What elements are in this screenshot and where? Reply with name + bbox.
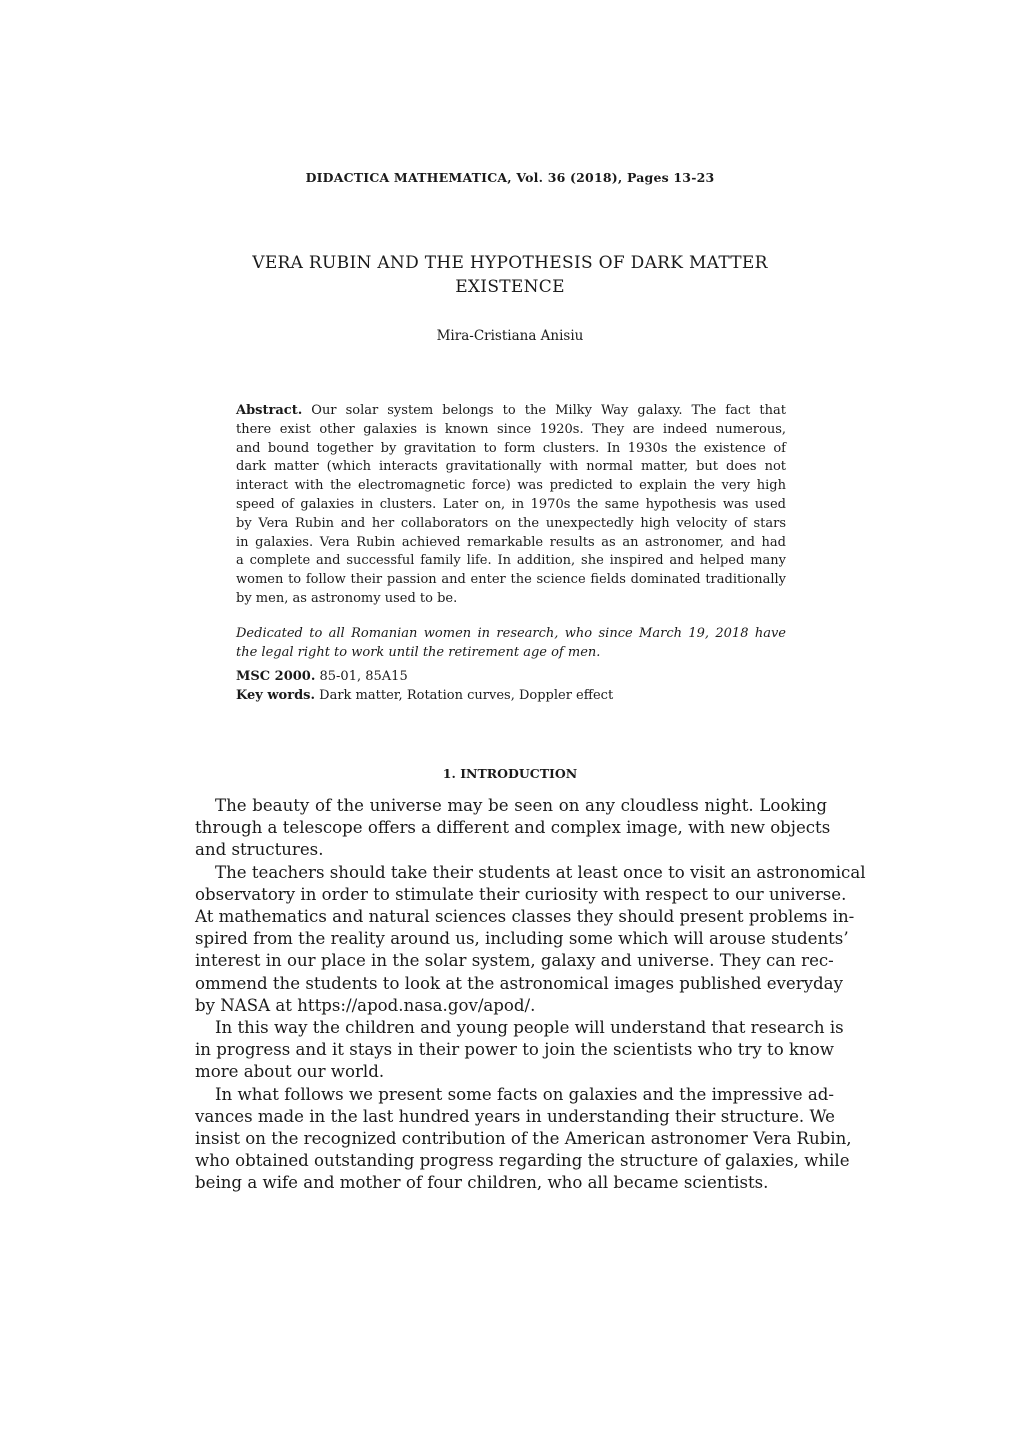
abstract-line: there exist other galaxies is known since 1920s. They are indeed numerous, (236, 421, 786, 437)
abstract-line: and bound together by gravitation to form clusters. In 1930s the existence of (236, 440, 786, 456)
body-line: At mathematics and natural sciences classes they should present problems in- (195, 907, 855, 927)
paper-title-line-1: VERA RUBIN AND THE HYPOTHESIS OF DARK MATTER (252, 253, 768, 273)
body-line: in progress and it stays in their power to join the scientists who try to know (195, 1040, 834, 1060)
journal-header: DIDACTICA MATHEMATICA, Vol. 36 (2018), Pages 13-23 (305, 170, 715, 185)
body-line: In this way the children and young people will understand that research is (215, 1018, 844, 1038)
abstract-line: dark matter (which interacts gravitationally with normal matter, but does not (236, 459, 786, 475)
body-line: spired from the reality around us, including some which will arouse students’ (195, 929, 849, 949)
body-line: insist on the recognized contribution of the American astronomer Vera Rubin, (195, 1129, 852, 1149)
introduction-body (195, 795, 866, 1195)
body-line: by NASA at https://apod.nasa.gov/apod/. (195, 995, 536, 1015)
abstract-line (236, 402, 786, 421)
abstract-line: interact with the electromagnetic force) was predicted to explain the very high (236, 478, 786, 494)
body-line: and structures. (195, 840, 324, 860)
abstract-line: in galaxies. Vera Rubin achieved remarkable results as an astronomer, and had (236, 534, 786, 550)
body-line: interest in our place in the solar system, galaxy and universe. They can rec- (195, 951, 834, 971)
paper-title-line-2: EXISTENCE (455, 277, 565, 297)
body-line: who obtained outstanding progress regarding the structure of galaxies, while (195, 1151, 850, 1171)
abstract-line: by Vera Rubin and her collaborators on the unexpectedly high velocity of stars (236, 515, 786, 531)
body-line: The teachers should take their students at least once to visit an astronomical (215, 862, 866, 882)
msc-value: 85-01, 85A15 (319, 669, 408, 684)
body-line: being a wife and mother of four children, who all became scientists. (195, 1173, 769, 1193)
dedication (236, 625, 786, 663)
msc-label: MSC 2000. (236, 669, 316, 684)
body-line: ommend the students to look at the astronomical images published everyday (195, 973, 843, 993)
dedication-line: Dedicated to all Romanian women in research, who since March 19, 2018 have (236, 626, 786, 641)
abstract-line: a complete and successful family life. In addition, she inspired and helped many (236, 553, 786, 569)
keywords-label: Key words. (236, 688, 316, 703)
author-name: Mira-Cristiana Anisiu (436, 328, 584, 344)
body-line: more about our world. (195, 1062, 385, 1082)
abstract-line: by men, as astronomy used to be. (236, 590, 458, 606)
keywords (236, 687, 786, 706)
section-heading-introduction: 1. INTRODUCTION (442, 766, 578, 781)
body-line: observatory in order to stimulate their curiosity with respect to our universe. (195, 884, 847, 904)
abstract (236, 402, 786, 609)
abstract-line: women to follow their passion and enter the science fields dominated traditionally (236, 572, 786, 588)
msc-classification (236, 668, 786, 687)
dedication-line: the legal right to work until the retirement age of men. (236, 644, 601, 660)
abstract-label: Abstract. (236, 403, 303, 418)
paper-title (200, 251, 820, 299)
body-line: vances made in the last hundred years in understanding their structure. We (195, 1106, 835, 1126)
body-line: through a telescope offers a different and complex image, with new objects (195, 818, 831, 838)
body-line: In what follows we present some facts on galaxies and the impressive ad- (215, 1084, 834, 1104)
body-line: The beauty of the universe may be seen on any cloudless night. Looking (215, 796, 827, 815)
keywords-value: Dark matter, Rotation curves, Doppler effect (319, 688, 614, 703)
abstract-line: speed of galaxies in clusters. Later on, in 1970s the same hypothesis was used (236, 496, 786, 512)
abstract-text: Our solar system belongs to the Milky Way galaxy. The fact that (311, 403, 786, 418)
